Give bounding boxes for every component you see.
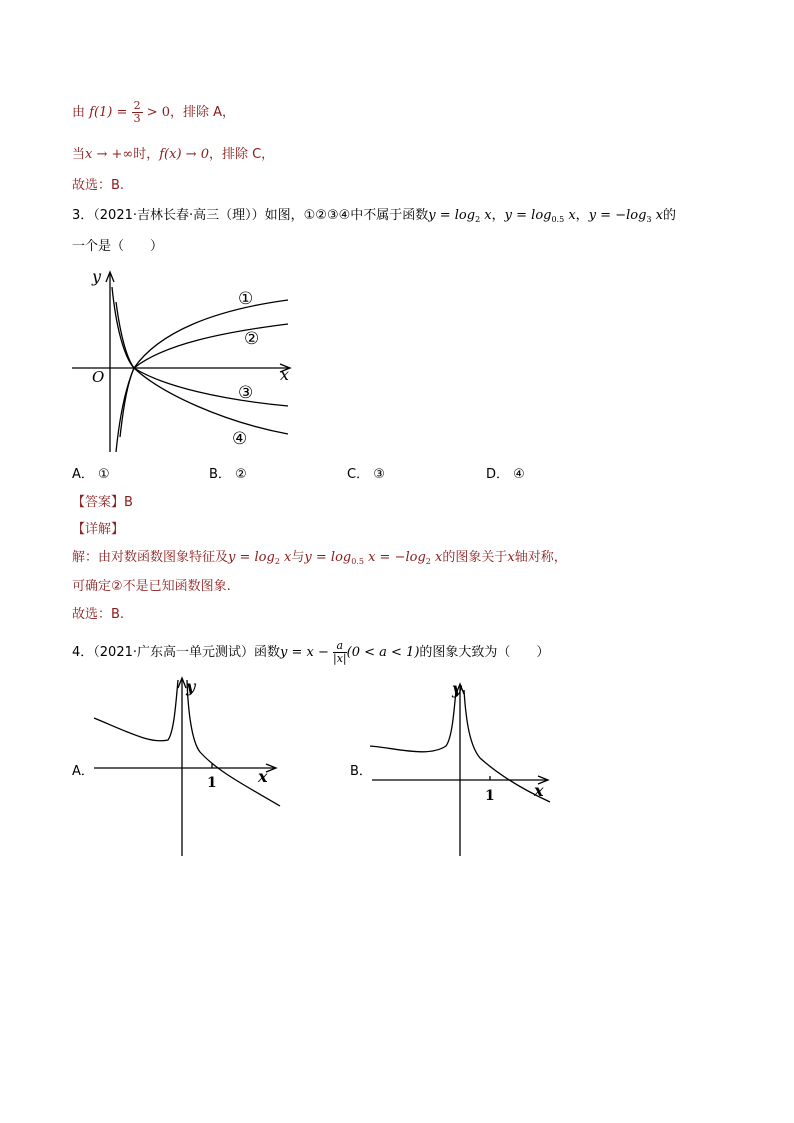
curve-label-4: ④: [232, 429, 248, 449]
fraction: $\frac{a}{|x|}$: [333, 639, 347, 665]
q4-graph-b[interactable]: [366, 672, 556, 862]
curve-right: [187, 680, 280, 806]
q4-stem: 4．（2021·广东高一单元测试）函数y = x − $\frac{a}{|x|}$ (0 < a < 1)的图象大致为（ ）: [72, 639, 550, 665]
q3-detail-tag: 【详解】: [72, 522, 125, 537]
curve-label-2: ②: [244, 329, 260, 349]
graph-origin-label: O: [92, 368, 105, 386]
curve-label-1: ①: [238, 289, 254, 309]
graph-y-label: y: [186, 677, 196, 696]
graph-x-label: x: [258, 767, 268, 786]
q3-solution-line-1: 解：由对数函数图象特征及$y = \log_2 x$与$y = \log_{0.5} x = -\log_2$ x的图象关于x轴对称，: [72, 550, 567, 566]
q3-solution-line-2: 可确定②不是已知函数图象.: [72, 579, 231, 594]
curve-1: [116, 300, 288, 452]
curve-left: [370, 690, 456, 752]
graph-y-label: y: [452, 679, 462, 698]
fraction: $\frac{2}{3}$: [133, 99, 141, 125]
q4-option-a-label[interactable]: A．: [72, 764, 94, 779]
q4-number: 4．: [72, 645, 94, 660]
q3-graph: [64, 262, 304, 458]
curve-3: [116, 302, 288, 406]
solution-line-2: 当x → +∞时，f(x) → 0，排除 C，: [72, 147, 275, 162]
q3-stem-line-1: 3．（2021·吉林长春·高三（理））如图，①②③④中不属于函数$y = \log_2 x$，$y = \log_{0.5} x$，$y = -\log_3$ x的: [72, 208, 676, 224]
curve-left: [94, 680, 178, 741]
graph-x-label: x: [280, 365, 290, 384]
tick-label: 1: [207, 775, 217, 791]
q3-option-d[interactable]: D． ④: [486, 467, 525, 482]
solution-line-3: 故选：B.: [72, 178, 125, 193]
graph-y-label: y: [92, 267, 102, 286]
q4-option-b-label[interactable]: B．: [350, 764, 372, 779]
solution-line-1: 由 f(1) = $\frac{2}{3}$ > 0，排除 A，: [72, 99, 236, 125]
q3-stem-line-2: 一个是（ ）: [72, 239, 164, 254]
q3-option-a[interactable]: A． ①: [72, 467, 110, 482]
q3-number: 3．: [72, 208, 94, 223]
q3-answer: 【答案】B: [72, 495, 133, 510]
q4-source: （2021·广东高一单元测试）: [93, 645, 254, 660]
graph-x-label: x: [534, 781, 544, 800]
curve-2: [120, 324, 288, 437]
q3-source: （2021·吉林长春·高三（理））: [93, 208, 265, 223]
q4-graph-a[interactable]: [88, 672, 288, 862]
tick-label: 1: [485, 788, 495, 804]
math-expr: f(1) =: [89, 105, 128, 120]
q3-solution-line-3: 故选：B.: [72, 607, 125, 622]
curve-label-3: ③: [238, 383, 254, 403]
q3-option-b[interactable]: B． ②: [209, 467, 247, 482]
q3-option-c[interactable]: C． ③: [347, 467, 385, 482]
curve-4: [112, 287, 288, 434]
